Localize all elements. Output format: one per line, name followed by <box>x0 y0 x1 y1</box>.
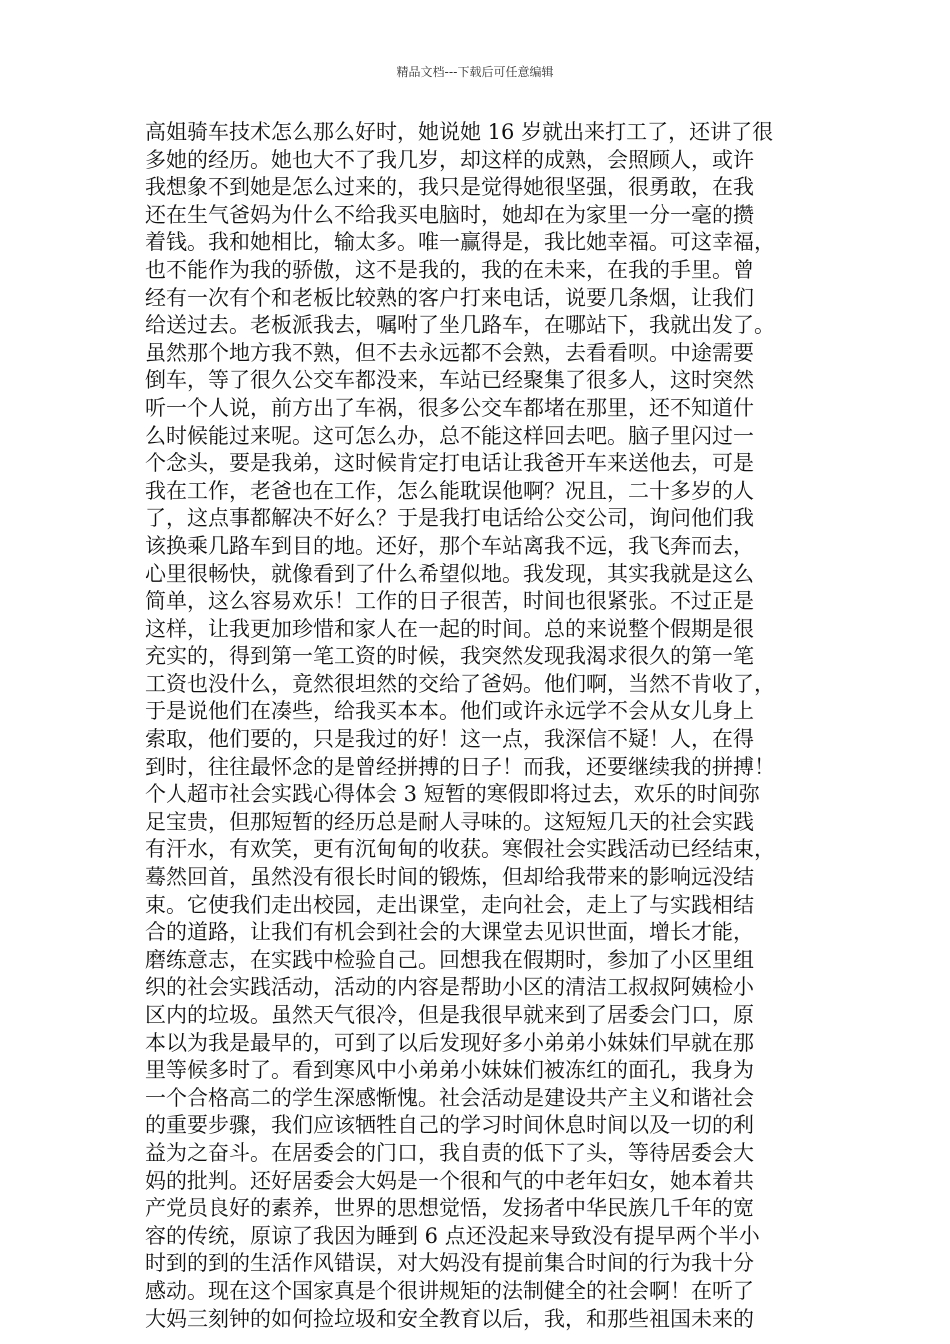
text-line: 简单，这么容易欢乐！工作的日子很苦，时间也很紧张。不过正是 <box>145 589 754 614</box>
text-line: 也不能作为我的骄傲，这不是我的，我的在未来，在我的手里。曾 <box>145 257 754 282</box>
text-line: 充实的，得到第一笔工资的时候，我突然发现我渴求很久的第一笔 <box>145 644 754 669</box>
text-line: 工资也没什么，竟然很坦然的交给了爸妈。他们啊，当然不肯收了， <box>145 671 775 696</box>
text-line: 有汗水，有欢笑，更有沉甸甸的收获。寒假社会实践活动已经结束， <box>145 837 775 862</box>
text-line: 容的传统，原谅了我因为睡到 6 点还没起来导致没有提早两个半小 <box>145 1223 760 1248</box>
text-line: 着钱。我和她相比，输太多。唯一赢得是，我比她幸福。可这幸福， <box>145 230 775 255</box>
text-line: 区内的垃圾。虽然天气很冷，但是我很早就来到了居委会门口，原 <box>145 1003 754 1027</box>
text-line: 束。它使我们走出校园，走出课堂，走向社会，走上了与实践相结 <box>145 892 754 917</box>
text-line: 本以为我是最早的，可到了以后发现好多小弟弟小妹妹们早就在那 <box>145 1030 754 1055</box>
text-line: 于是说他们在凑些，给我买本本。他们或许永远学不会从女儿身上 <box>145 699 754 724</box>
text-line: 高姐骑车技术怎么那么好时，她说她 16 岁就出来打工了，还讲了很 <box>145 120 774 144</box>
text-line: 时到的到的生活作风错误，对大妈没有提前集合时间的行为我十分 <box>145 1251 754 1276</box>
text-line: 还在生气爸妈为什么不给我买电脑时，她却在为家里一分一毫的攒 <box>145 202 754 227</box>
text-line: 心里很畅快，就像看到了什么希望似地。我发现，其实我就是这么 <box>145 561 754 586</box>
text-line: 的重要步骤，我们应该牺牲自己的学习时间休息时间以及一切的利 <box>145 1113 754 1138</box>
text-line: 我在工作，老爸也在工作，怎么能耽误他啊？况且，二十多岁的人 <box>145 478 754 503</box>
text-line: 倒车，等了很久公交车都没来，车站已经聚集了很多人，这时突然 <box>145 368 754 393</box>
text-line: 索取，他们要的，只是我过的好！这一点，我深信不疑！人，在得 <box>145 727 754 752</box>
text-line: 一个合格高二的学生深感惭愧。社会活动是建设共产主义和谐社会 <box>145 1085 754 1110</box>
text-line: 蓦然回首，虽然没有很长时间的锻炼，但却给我带来的影响远没结 <box>145 865 754 890</box>
text-line: 个人超市社会实践心得体会 3 短暂的寒假即将过去，欢乐的时间弥 <box>145 782 760 807</box>
text-line: 大妈三刻钟的如何捡垃圾和安全教育以后，我，和那些祖国未来的 <box>145 1306 754 1331</box>
text-line: 合的道路，让我们有机会到社会的大课堂去见识世面，增长才能， <box>145 920 754 945</box>
text-line: 这样，让我更加珍惜和家人在一起的时间。总的来说整个假期是很 <box>145 616 754 641</box>
text-line: 经有一次有个和老板比较熟的客户打来电话，说要几条烟，让我们 <box>145 285 754 310</box>
text-line: 了，这点事都解决不好么？于是我打电话给公交公司，询问他们我 <box>145 506 754 531</box>
page-header: 精品文档---下载后可任意编辑 <box>396 65 554 79</box>
document-body <box>145 119 825 1333</box>
text-line: 织的社会实践活动，活动的内容是帮助小区的清洁工叔叔阿姨检小 <box>145 975 754 1000</box>
text-line: 妈的批判。还好居委会大妈是一个很和气的中老年妇女，她本着共 <box>145 1168 754 1193</box>
text-line: 里等候多时了。看到寒风中小弟弟小妹妹们被冻红的面孔，我身为 <box>145 1058 754 1083</box>
text-line: 产党员良好的素养，世界的思想觉悟，发扬者中华民族几千年的宽 <box>145 1196 754 1221</box>
text-line: 个念头，要是我弟，这时候肯定打电话让我爸开车来送他去，可是 <box>145 451 754 476</box>
text-line: 听一个人说，前方出了车祸，很多公交车都堵在那里，还不知道什 <box>145 395 754 420</box>
text-line: 到时，往往最怀念的是曾经拼搏的日子！而我，还要继续我的拼搏！ <box>145 754 775 779</box>
text-line: 给送过去。老板派我去，嘱咐了坐几路车，在哪站下，我就出发了。 <box>145 313 775 338</box>
text-line: 虽然那个地方我不熟，但不去永远都不会熟，去看看呗。中途需要 <box>145 340 754 365</box>
text-line: 么时候能过来呢。这可怎么办，总不能这样回去吧。脑子里闪过一 <box>145 423 754 448</box>
text-line: 感动。现在这个国家真是个很讲规矩的法制健全的社会啊！在听了 <box>145 1278 754 1303</box>
text-line: 磨练意志，在实践中检验自己。回想我在假期时，参加了小区里组 <box>145 947 754 972</box>
text-line: 益为之奋斗。在居委会的门口，我自责的低下了头，等待居委会大 <box>145 1140 754 1165</box>
text-line: 该换乘几路车到目的地。还好，那个车站离我不远，我飞奔而去， <box>145 533 754 558</box>
text-line: 足宝贵，但那短暂的经历总是耐人寻味的。这短短几天的社会实践 <box>145 809 754 834</box>
text-line: 我想象不到她是怎么过来的，我只是觉得她很坚强，很勇敢，在我 <box>145 175 754 200</box>
text-line: 多她的经历。她也大不了我几岁，却这样的成熟，会照顾人，或许 <box>145 147 754 172</box>
